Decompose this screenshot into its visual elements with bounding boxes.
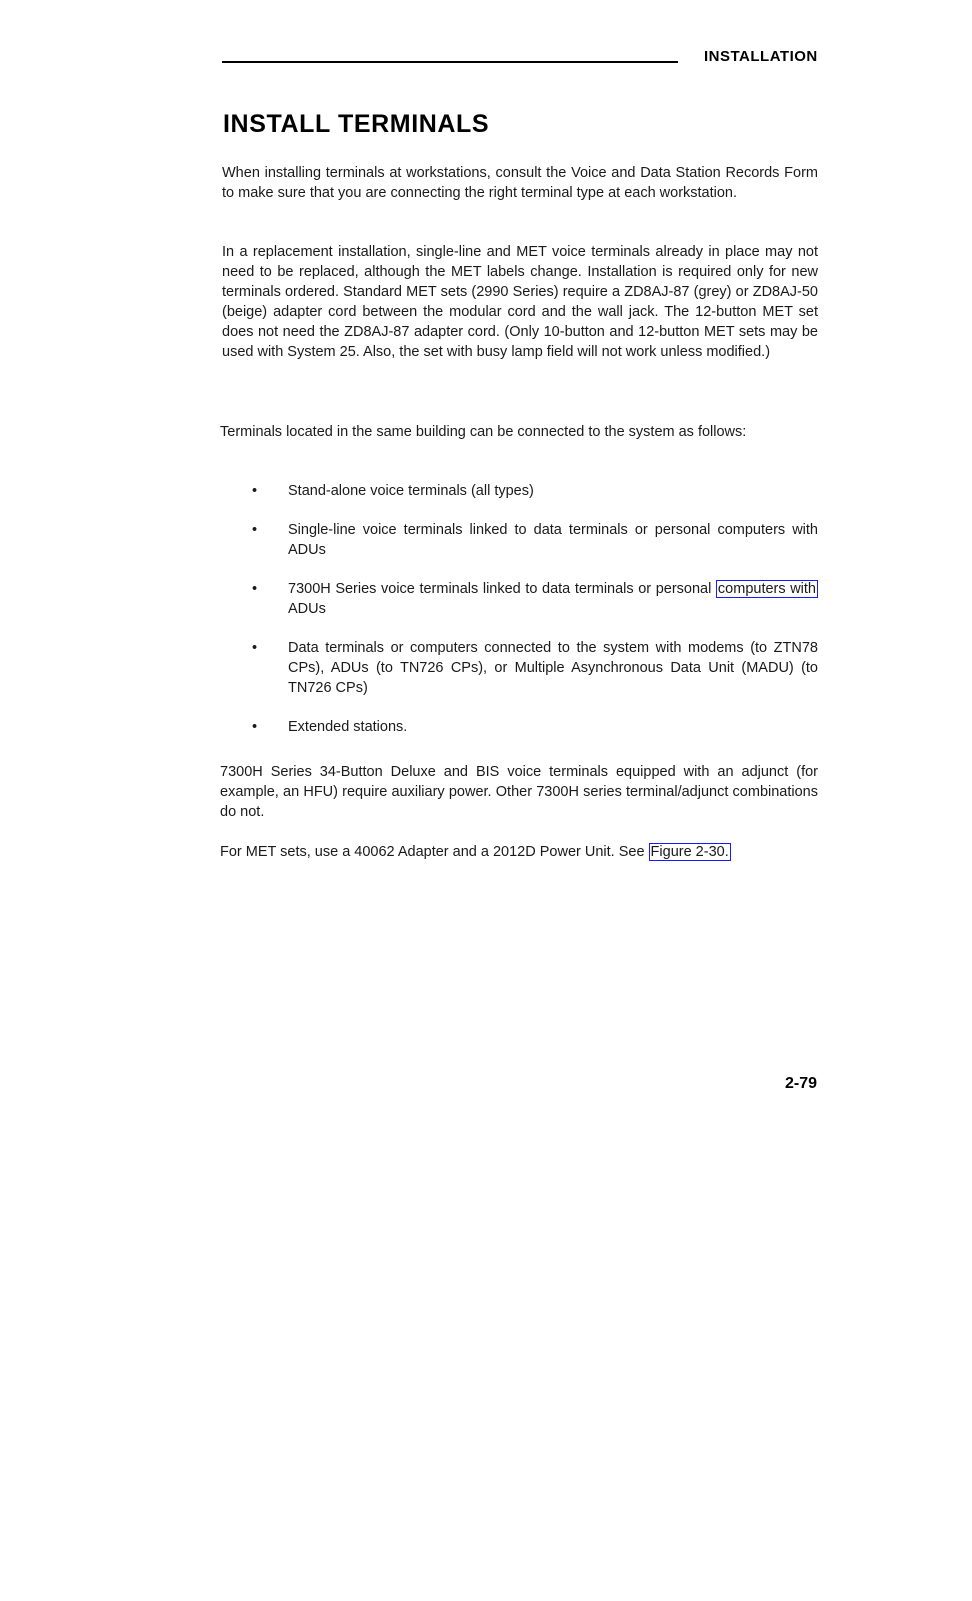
list-item-text-tail: ADUs (288, 601, 326, 617)
bullet-icon: • (252, 522, 258, 538)
connection-intro-paragraph: Terminals located in the same building can be connected to the system as follows: (220, 424, 747, 440)
list-item-text: Single-line voice terminals linked to data terminals or personal computers with ADUs (288, 522, 818, 558)
auxiliary-power-paragraph: 7300H Series 34-Button Deluxe and BIS voice terminals equipped with an adjunct (for example, an HFU) require auxiliary power. Other 7300H series terminal/adjunct combinations do not. (220, 764, 818, 820)
page-title: INSTALL TERMINALS (223, 110, 490, 138)
list-item (252, 638, 818, 698)
list-item-text: 7300H Series voice terminals linked to data terminals or personal (288, 581, 716, 597)
list-item (252, 481, 818, 501)
highlighted-link[interactable]: computers with (717, 581, 816, 597)
list-item (252, 717, 818, 737)
met-sets-text: For MET sets, use a 40062 Adapter and a 2012D Power Unit. See (220, 844, 649, 860)
header-rule (222, 61, 678, 63)
list-item (252, 579, 818, 619)
section-header: INSTALLATION (704, 48, 818, 65)
bullet-icon: • (252, 640, 258, 656)
list-item-text: Data terminals or computers connected to the system with modems (to ZTN78 CPs), ADUs (to TN726 CPs), or Multiple Asynchronous Data Unit (MADU) (to TN726 CPs) (288, 640, 818, 696)
bullet-icon: • (252, 719, 258, 735)
intro-paragraph: When installing terminals at workstations, consult the Voice and Data Station Records Form to make sure that you are connecting the right terminal type at each workstation. (222, 165, 818, 201)
bullet-icon: • (252, 483, 258, 499)
replacement-paragraph: In a replacement installation, single-line and MET voice terminals already in place may not need to be replaced, although the MET labels change. Installation is required only for new terminals ordered. Standard MET sets (2990 Series) require a ZD8AJ-87 (grey) or ZD8AJ-50 (beige) adapter cord between the modular cord and the wall jack. The 12-button MET set does not need the ZD8AJ-87 adapter cord. (Only 10-button and 12-button MET sets may be used with System 25. Also, the set with busy lamp field will not work unless modified.) (222, 244, 818, 360)
figure-link[interactable]: Figure 2-30. (650, 844, 729, 860)
page-number: 2-79 (785, 1075, 818, 1092)
connection-list (252, 481, 818, 756)
bullet-icon: • (252, 581, 258, 597)
list-item (252, 520, 818, 560)
list-item-text: Extended stations. (288, 719, 408, 735)
met-sets-paragraph (220, 842, 818, 862)
list-item-text: Stand-alone voice terminals (all types) (288, 483, 534, 499)
